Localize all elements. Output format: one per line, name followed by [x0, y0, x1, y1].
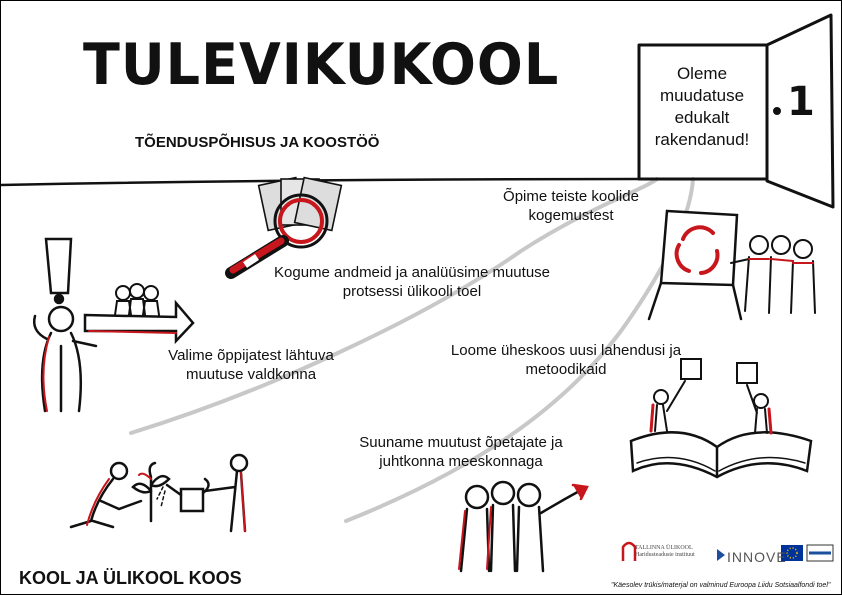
door-number: 1 [787, 79, 815, 125]
funding-note: "Käesolev trükis/materjal on valminud Euroopa Liidu Sotsiaalfondi toel" [611, 582, 831, 589]
page-subtitle: TÕENDUSPÕHISUS JA KOOSTÖÖ [135, 134, 380, 151]
person-exclamation-icon [34, 239, 193, 411]
innove-logo-icon [717, 549, 725, 561]
page-title: TULEVIKUKOOL [83, 31, 560, 98]
cycle-board-icon [649, 211, 815, 319]
step-choose-area: Valime õppijatest lähtuva muutuse valdkonna [168, 347, 334, 383]
step-collect-data: Kogume andmeid ja analüüsime muutuse protsessi ülikooli toel [274, 264, 550, 300]
tlu-logo-text: TALLINNA ÜLIKOOL Haridusteaduste instituut [635, 545, 695, 558]
step-lead-change: Suuname muutust õpetajate ja juhtkonna meeskonnaga [359, 434, 563, 470]
door-caption: Oleme muudatuse edukalt rakendanud! [654, 64, 750, 150]
esf-logo-icon [807, 545, 833, 561]
magnifier-icon [231, 178, 341, 273]
footer-title: KOOL JA ÜLIKOOL KOOS [19, 568, 242, 588]
innove-logo-text: INNOVE [727, 549, 787, 565]
step-create-solutions: Loome üheskoos uusi lahendusi ja metoodikaid [450, 342, 682, 378]
team-arrow-icon [459, 482, 587, 571]
step-learn-others: Õpime teiste koolide kogemustest [503, 188, 639, 224]
watering-plant-icon [71, 455, 247, 531]
tlu-logo-icon [623, 543, 635, 561]
